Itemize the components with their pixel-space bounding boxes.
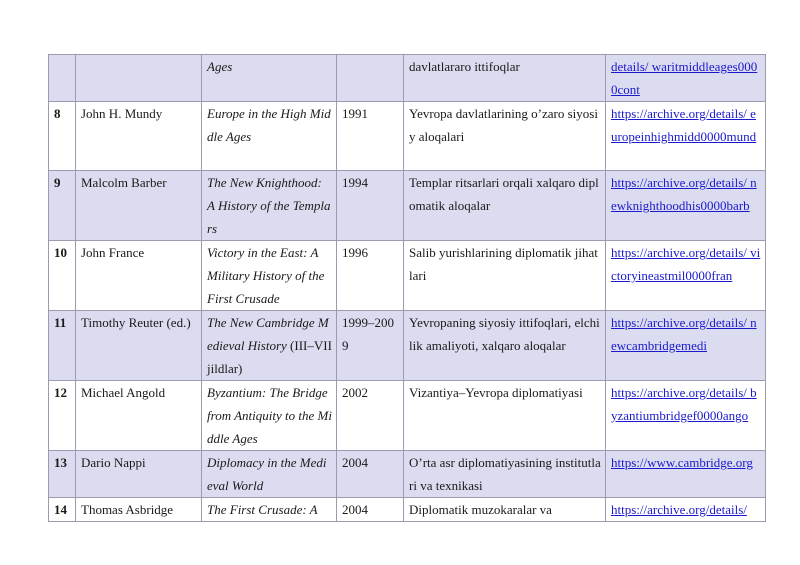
row-number: 12 [49,381,76,451]
title-cell [202,171,337,241]
link-cell [606,102,766,171]
topic-cell: Salib yurishlarining diplomatik jihatlari [404,241,606,311]
title-suffix: (III–VII jildlar) [207,338,332,376]
topic-cell: Templar ritsarlari orqali xalqaro diplomatik aloqalar [404,171,606,241]
table-row [49,171,766,241]
year-cell: 1994 [337,171,404,241]
year-cell: 2004 [337,498,404,522]
topic-cell: davlatlararo ittifoqlar [404,55,606,102]
author-cell: John France [76,241,202,311]
title-text: The New Cambridge Medieval History [207,315,329,353]
title-cell [202,241,337,311]
title-text: Europe in the High Middle Ages [207,106,331,144]
title-text: Victory in the East: A Military History of the First Crusade [207,245,325,306]
row-number: 14 [49,498,76,522]
link-cell [606,498,766,522]
archive-link[interactable]: details/ waritmiddleages0000cont [611,59,758,97]
table-row [49,451,766,498]
author-cell: Timothy Reuter (ed.) [76,311,202,381]
year-cell: 2002 [337,381,404,451]
title-text: Diplomacy in the Medieval World [207,455,327,493]
link-cell [606,241,766,311]
year-cell: 1999–2009 [337,311,404,381]
author-cell: Thomas Asbridge [76,498,202,522]
title-cell [202,451,337,498]
title-text: The First Crusade: A [207,502,318,517]
link-cell [606,381,766,451]
archive-link[interactable]: https://archive.org/details/ newknighthoodhis0000barb [611,175,757,213]
row-number: 9 [49,171,76,241]
archive-link[interactable]: https://archive.org/details/ byzantiumbridgef0000ango [611,385,757,423]
archive-link[interactable]: https://archive.org/details/ europeinhighmidd0000mund [611,106,757,144]
author-cell: John H. Mundy [76,102,202,171]
link-cell [606,451,766,498]
row-number: 10 [49,241,76,311]
link-cell [606,311,766,381]
topic-cell: Diplomatik muzokaralar va [404,498,606,522]
link-cell [606,55,766,102]
title-text: The New Knighthood: A History of the Templars [207,175,331,236]
year-cell [337,55,404,102]
row-number: 11 [49,311,76,381]
table-row [49,311,766,381]
title-cell [202,381,337,451]
archive-link[interactable]: https://archive.org/details/ newcambridgemedi [611,315,757,353]
table-row [49,102,766,171]
year-cell: 1996 [337,241,404,311]
table-row [49,381,766,451]
title-text: Byzantium: The Bridge from Antiquity to the Middle Ages [207,385,332,446]
topic-cell: Yevropaning siyosiy ittifoqlari, elchilik amaliyoti, xalqaro aloqalar [404,311,606,381]
archive-link[interactable]: https://archive.org/details/ [611,502,747,517]
year-cell: 2004 [337,451,404,498]
archive-link[interactable]: https://archive.org/details/ victoryineastmil0000fran [611,245,761,283]
title-cell [202,498,337,522]
table-row [49,55,766,102]
title-cell [202,311,337,381]
topic-cell: O’rta asr diplomatiyasining institutlari va texnikasi [404,451,606,498]
row-number: 13 [49,451,76,498]
row-number: 8 [49,102,76,171]
row-number [49,55,76,102]
year-cell: 1991 [337,102,404,171]
topic-cell: Yevropa davlatlarining o’zaro siyosiy aloqalari [404,102,606,171]
author-cell: Michael Angold [76,381,202,451]
author-cell: Malcolm Barber [76,171,202,241]
archive-link[interactable]: https://www.cambridge.org [611,455,753,470]
title-cell [202,55,337,102]
author-cell [76,55,202,102]
topic-cell: Vizantiya–Yevropa diplomatiyasi [404,381,606,451]
references-table [48,54,766,522]
link-cell [606,171,766,241]
title-cell [202,102,337,171]
author-cell: Dario Nappi [76,451,202,498]
table-row [49,241,766,311]
table-row [49,498,766,522]
title-text: Ages [207,59,233,74]
